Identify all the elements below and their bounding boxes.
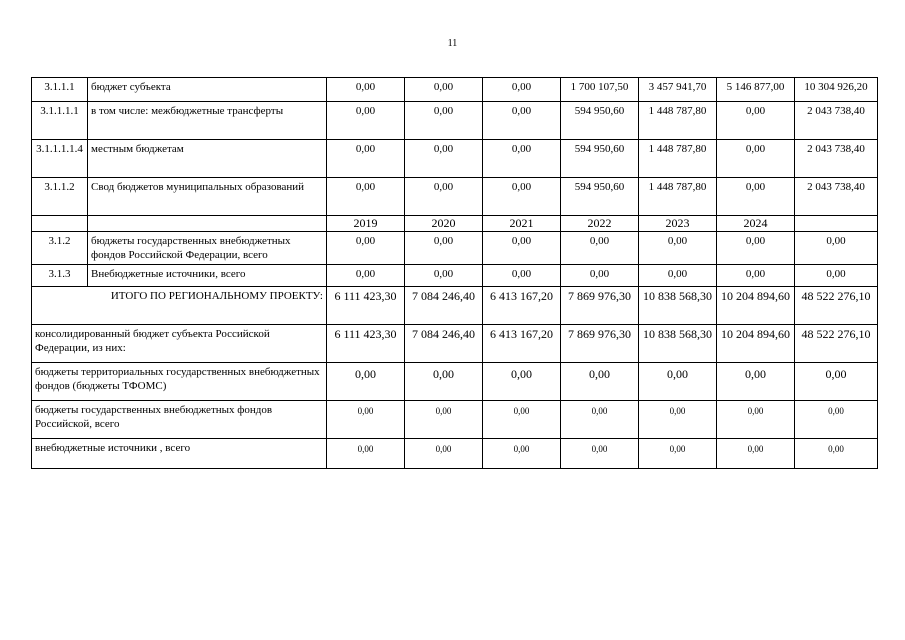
value-cell: 7 084 246,40 <box>405 325 483 363</box>
table-row <box>32 140 878 178</box>
total-value: 7 869 976,30 <box>561 287 639 325</box>
table-row <box>32 78 878 102</box>
value-cell: 1 700 107,50 <box>561 78 639 102</box>
value-cell: 0,00 <box>483 265 561 287</box>
row-label: Внебюджетные источники, всего <box>88 265 327 287</box>
value-cell: 1 448 787,80 <box>639 102 717 140</box>
value-cell: 0,00 <box>405 401 483 439</box>
total-value: 6 413 167,20 <box>483 287 561 325</box>
value-cell: 0,00 <box>717 102 795 140</box>
value-cell: 0,00 <box>717 363 795 401</box>
total-value: 7 084 246,40 <box>405 287 483 325</box>
value-cell-total: 0,00 <box>795 401 878 439</box>
total-label: ИТОГО ПО РЕГИОНАЛЬНОМУ ПРОЕКТУ: <box>32 287 327 325</box>
value-cell: 0,00 <box>483 363 561 401</box>
value-cell: 0,00 <box>327 439 405 469</box>
value-cell: 0,00 <box>327 140 405 178</box>
year-cell: 2019 <box>327 216 405 232</box>
value-cell: 0,00 <box>639 265 717 287</box>
row-label: бюджеты государственных внебюджетных фондов Российской Федерации, всего <box>88 232 327 265</box>
row-code <box>32 216 88 232</box>
value-cell: 6 111 423,30 <box>327 325 405 363</box>
value-cell: 0,00 <box>717 140 795 178</box>
row-code: 3.1.3 <box>32 265 88 287</box>
value-cell: 594 950,60 <box>561 178 639 216</box>
value-cell-total: 0,00 <box>795 232 878 265</box>
value-cell: 0,00 <box>483 102 561 140</box>
value-cell-total: 10 304 926,20 <box>795 78 878 102</box>
value-cell-total: 0,00 <box>795 265 878 287</box>
total-value: 10 838 568,30 <box>639 287 717 325</box>
value-cell: 0,00 <box>717 401 795 439</box>
row-label: Свод бюджетов муниципальных образований <box>88 178 327 216</box>
value-cell: 0,00 <box>561 401 639 439</box>
value-cell: 1 448 787,80 <box>639 140 717 178</box>
table-row <box>32 178 878 216</box>
value-cell: 0,00 <box>483 140 561 178</box>
value-cell: 0,00 <box>717 232 795 265</box>
value-cell: 0,00 <box>561 439 639 469</box>
value-cell: 594 950,60 <box>561 140 639 178</box>
value-cell: 10 204 894,60 <box>717 325 795 363</box>
value-cell-total: 48 522 276,10 <box>795 325 878 363</box>
value-cell-total: 0,00 <box>795 363 878 401</box>
value-cell: 0,00 <box>405 439 483 469</box>
row-code: 3.1.1.1.1 <box>32 102 88 140</box>
value-cell: 0,00 <box>405 178 483 216</box>
value-cell: 0,00 <box>639 439 717 469</box>
row-label: внебюджетные источники , всего <box>32 439 327 469</box>
table-row <box>32 325 878 363</box>
value-cell: 0,00 <box>717 439 795 469</box>
year-cell <box>795 216 878 232</box>
value-cell: 10 838 568,30 <box>639 325 717 363</box>
value-cell: 0,00 <box>561 232 639 265</box>
value-cell: 0,00 <box>405 102 483 140</box>
value-cell: 7 869 976,30 <box>561 325 639 363</box>
value-cell-total: 2 043 738,40 <box>795 102 878 140</box>
value-cell: 0,00 <box>483 78 561 102</box>
value-cell: 594 950,60 <box>561 102 639 140</box>
value-cell: 0,00 <box>483 178 561 216</box>
value-cell: 0,00 <box>561 265 639 287</box>
value-cell: 0,00 <box>327 363 405 401</box>
value-cell: 0,00 <box>483 232 561 265</box>
value-cell: 0,00 <box>405 232 483 265</box>
row-code: 3.1.1.2 <box>32 178 88 216</box>
table-row <box>32 232 878 265</box>
year-cell: 2022 <box>561 216 639 232</box>
budget-table <box>31 77 878 469</box>
value-cell: 0,00 <box>327 265 405 287</box>
value-cell: 0,00 <box>561 363 639 401</box>
value-cell: 0,00 <box>327 401 405 439</box>
row-label: в том числе: межбюджетные трансферты <box>88 102 327 140</box>
row-code: 3.1.2 <box>32 232 88 265</box>
value-cell: 6 413 167,20 <box>483 325 561 363</box>
value-cell: 0,00 <box>405 140 483 178</box>
table-row <box>32 102 878 140</box>
value-cell: 0,00 <box>639 401 717 439</box>
total-value: 48 522 276,10 <box>795 287 878 325</box>
value-cell: 0,00 <box>327 232 405 265</box>
table-row <box>32 363 878 401</box>
row-label: бюджеты государственных внебюджетных фондов Российской, всего <box>32 401 327 439</box>
value-cell: 0,00 <box>327 102 405 140</box>
value-cell: 0,00 <box>405 363 483 401</box>
row-label <box>88 216 327 232</box>
value-cell: 0,00 <box>639 363 717 401</box>
row-code: 3.1.1.1.1.4 <box>32 140 88 178</box>
year-cell: 2021 <box>483 216 561 232</box>
year-cell: 2024 <box>717 216 795 232</box>
value-cell: 0,00 <box>483 401 561 439</box>
row-label: местным бюджетам <box>88 140 327 178</box>
value-cell: 0,00 <box>405 265 483 287</box>
value-cell: 0,00 <box>483 439 561 469</box>
table-row <box>32 439 878 469</box>
value-cell-total: 0,00 <box>795 439 878 469</box>
value-cell: 0,00 <box>717 178 795 216</box>
value-cell: 0,00 <box>327 178 405 216</box>
value-cell: 5 146 877,00 <box>717 78 795 102</box>
value-cell: 0,00 <box>405 78 483 102</box>
value-cell: 0,00 <box>327 78 405 102</box>
year-cell: 2020 <box>405 216 483 232</box>
value-cell: 0,00 <box>717 265 795 287</box>
table-row <box>32 265 878 287</box>
total-value: 10 204 894,60 <box>717 287 795 325</box>
table-row <box>32 401 878 439</box>
value-cell: 0,00 <box>639 232 717 265</box>
value-cell: 1 448 787,80 <box>639 178 717 216</box>
row-label: консолидированный бюджет субъекта Российской Федерации, из них: <box>32 325 327 363</box>
value-cell-total: 2 043 738,40 <box>795 140 878 178</box>
page-number: 11 <box>447 38 458 49</box>
row-code: 3.1.1.1 <box>32 78 88 102</box>
total-row <box>32 287 878 325</box>
value-cell-total: 2 043 738,40 <box>795 178 878 216</box>
value-cell: 3 457 941,70 <box>639 78 717 102</box>
total-value: 6 111 423,30 <box>327 287 405 325</box>
row-label: бюджеты территориальных государственных внебюджетных фондов (бюджеты ТФОМС) <box>32 363 327 401</box>
year-cell: 2023 <box>639 216 717 232</box>
year-header-row <box>32 216 878 232</box>
row-label: бюджет субъекта <box>88 78 327 102</box>
